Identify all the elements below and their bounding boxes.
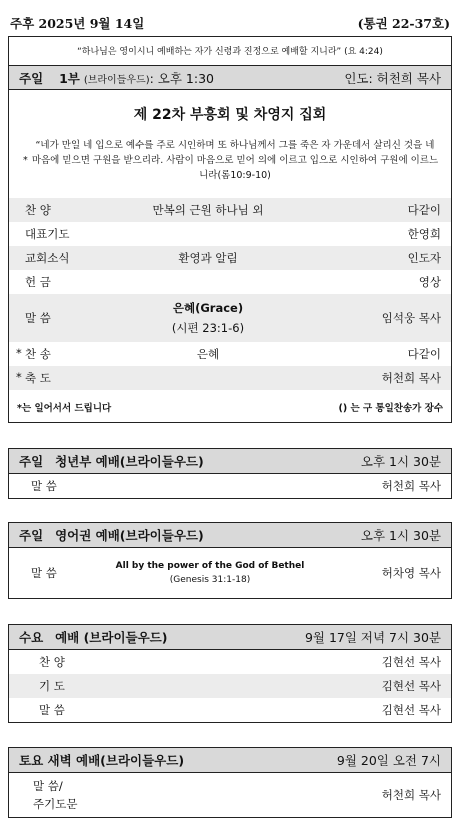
main-verse: [9, 134, 451, 190]
service-day: 수요: [19, 630, 44, 645]
service-time: 오후 1시 30분: [360, 454, 441, 469]
saturday-row: [9, 773, 451, 817]
english-service-box: [8, 522, 452, 599]
standing-marker: *: [23, 155, 28, 166]
order-person: 허천희 목사: [381, 479, 441, 493]
wednesday-service-box: [8, 624, 452, 723]
order-row: [9, 674, 451, 698]
order-person: 영상: [418, 275, 441, 289]
order-person: 다같이: [407, 203, 441, 217]
service-time: 9월 20일 오전 7시: [336, 753, 441, 768]
order-row: [9, 222, 451, 246]
sermon-info: [75, 298, 341, 338]
saturday-service-bar: [9, 748, 451, 773]
order-row: [9, 698, 451, 722]
order-content: 은혜: [196, 347, 220, 361]
english-row: [9, 548, 451, 598]
order-row: [9, 650, 451, 674]
top-verse: “하나님은 영이시니 예배하는 자가 신령과 진정으로 예배할 지니라” (요 4:24): [77, 47, 383, 57]
order-content: 환영과 알림: [178, 251, 238, 265]
order-label: 찬 양: [25, 203, 51, 217]
order-label: 축 도: [25, 371, 51, 385]
order-row: [9, 246, 451, 270]
order-person: 김현선 목사: [381, 703, 441, 717]
order-label: 말 씀: [25, 311, 51, 325]
hymnal-note: () 는 구 통일찬송가 장수: [338, 403, 443, 414]
service-time: : 오후 1:30: [149, 70, 214, 86]
order-label: 찬 양: [39, 655, 65, 669]
standing-marker: *: [16, 346, 22, 360]
service-name: 영어권 예배(브라이들우드): [55, 528, 204, 543]
issue-number: (통권 22-37호): [357, 16, 450, 31]
order-label: 말 씀/: [33, 779, 63, 793]
service-part: 1부: [59, 70, 80, 86]
order-person: 다같이: [407, 347, 441, 361]
sermon-reference: (시편 23:1-6): [171, 321, 245, 335]
service-name: 토요 새벽 예배(브라이들우드): [19, 753, 185, 768]
order-label: 찬 송: [25, 347, 51, 361]
service-day: 주일: [19, 70, 44, 86]
order-person: 김현선 목사: [381, 655, 441, 669]
main-verse-text: “네가 만일 네 입으로 예수를 주로 시인하며 또 하나님께서 그를 죽은 자 가운데서 살리신 것을 네 마음에 믿으면 구원을 받으리라. 사람이 마음으로 믿어 의에 이르고 입으로 시인하여 구원에 이르느니라(롬10:9-10): [31, 140, 439, 181]
order-label: 대표기도: [25, 227, 70, 241]
service-name: 예배 (브라이들우드): [55, 630, 168, 645]
service-name: 청년부 예배(브라이들우드): [55, 454, 204, 469]
sermon-title: 은혜(Grace): [172, 301, 244, 315]
order-label: 말 씀: [39, 703, 65, 717]
footnote: [9, 390, 451, 422]
standing-note: *는 일어서서 드립니다: [17, 403, 112, 414]
event-title: 제 22차 부흥회 및 차영지 집회: [133, 107, 327, 123]
bulletin-date: 주후 2025년 9월 14일: [10, 16, 145, 31]
order-person: 한영희: [407, 227, 441, 241]
order-person: 허천희 목사: [381, 788, 441, 802]
order-row-sermon: [9, 294, 451, 342]
bulletin-header: [10, 14, 450, 32]
order-content: 만복의 근원 하나님 외: [152, 203, 264, 217]
service-location: (브라이들우드): [83, 74, 150, 86]
order-person: 인도자: [407, 251, 441, 265]
service-time: 9월 17일 저녁 7시 30분: [304, 630, 441, 645]
order-row: [9, 198, 451, 222]
order-person: 임석웅 목사: [381, 311, 441, 325]
youth-service-box: [8, 448, 452, 499]
standing-marker: *: [16, 370, 22, 384]
order-label: 교회소식: [25, 251, 70, 265]
order-person: 김현선 목사: [381, 679, 441, 693]
wednesday-service-bar: [9, 625, 451, 650]
service-day: 주일: [19, 528, 44, 543]
order-person: 허천희 목사: [381, 371, 441, 385]
order-label: 주기도문: [33, 797, 78, 811]
english-service-bar: [9, 523, 451, 548]
saturday-service-box: [8, 747, 452, 818]
order-label: 말 씀: [31, 479, 57, 493]
order-row: [9, 270, 451, 294]
order-label: 기 도: [39, 679, 65, 693]
service-leader: 인도: 허천희 목사: [344, 70, 441, 86]
sermon-reference: (Genesis 31:1-18): [169, 575, 251, 585]
main-service-box: [8, 36, 452, 423]
sermon-title: All by the power of the God of Bethel: [115, 561, 305, 571]
service-day: 주일: [19, 454, 44, 469]
service-time: 오후 1시 30분: [360, 528, 441, 543]
order-label: 말 씀: [31, 566, 57, 580]
youth-service-bar: [9, 449, 451, 474]
order-person: 허차영 목사: [381, 566, 441, 580]
order-row: [9, 366, 451, 390]
order-label: 헌 금: [25, 275, 51, 289]
youth-row: [9, 474, 451, 498]
order-row: [9, 342, 451, 366]
main-service-bar: [9, 65, 451, 90]
